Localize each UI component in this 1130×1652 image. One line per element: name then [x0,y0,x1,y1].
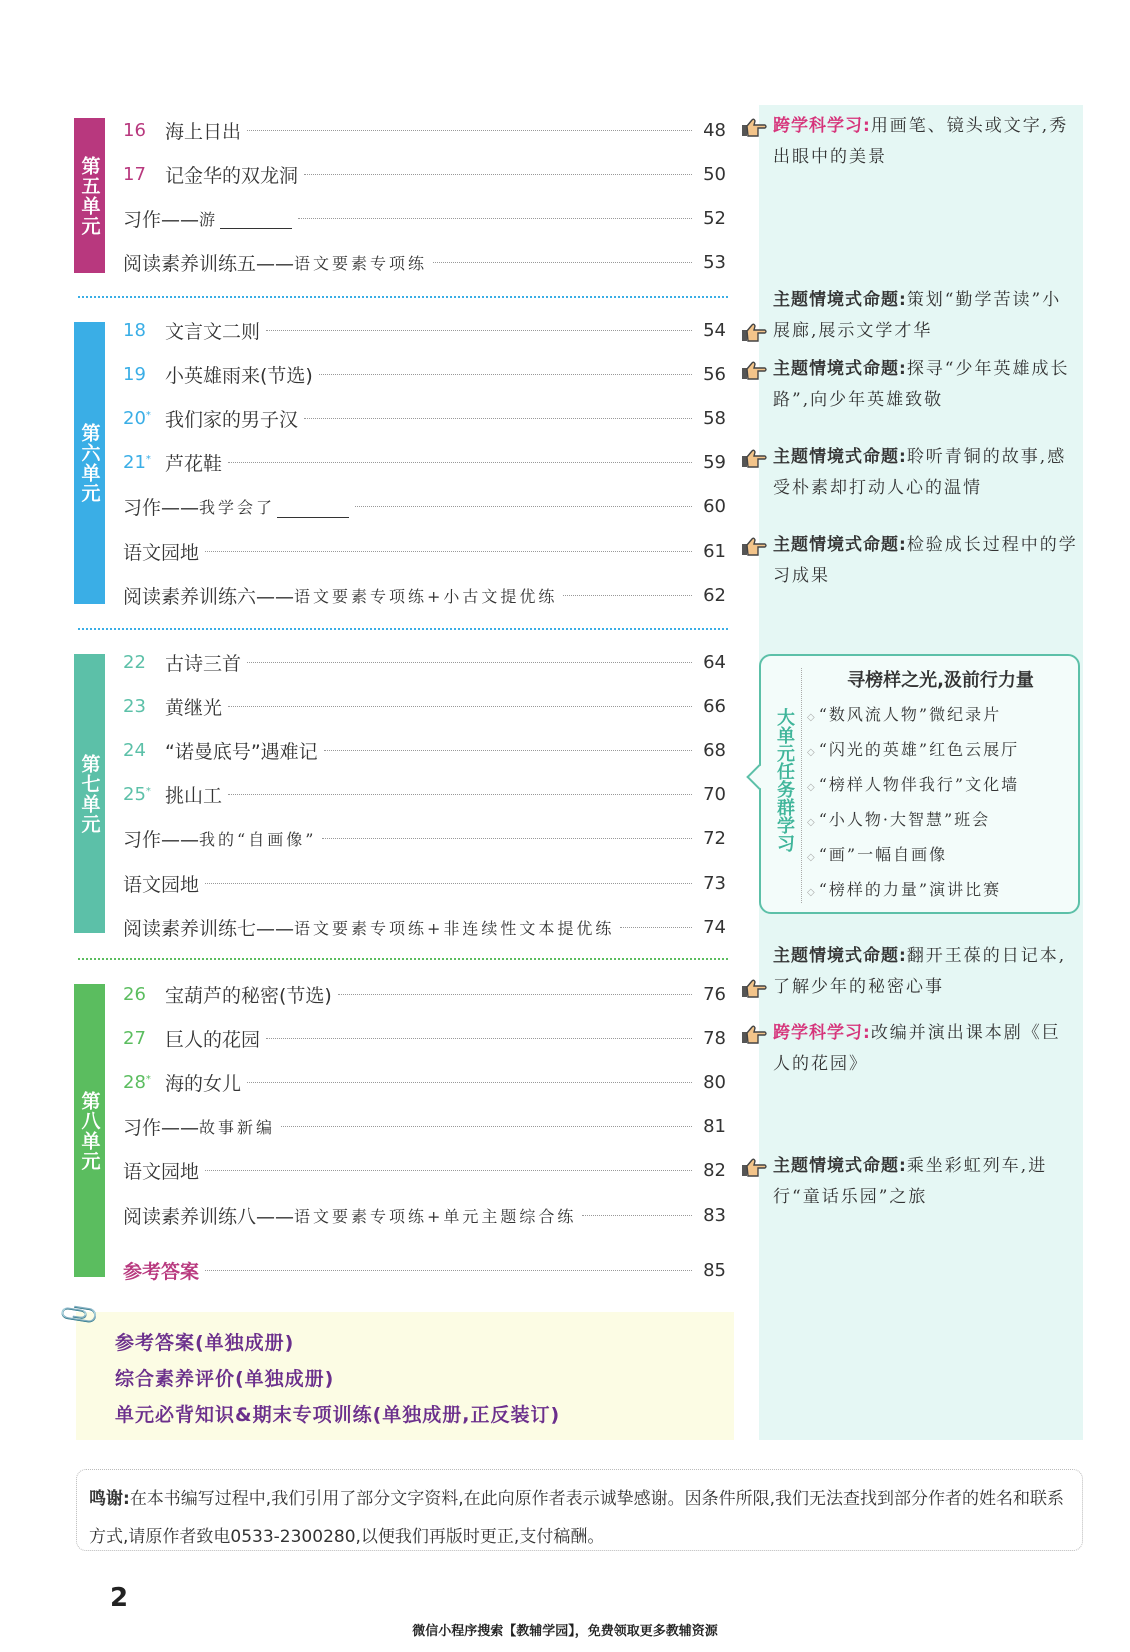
page-ref: 85 [703,1259,726,1281]
dot-leader [205,883,692,884]
dot-leader [433,262,692,263]
toc-row[interactable] [123,1200,726,1230]
activity-note [773,442,1078,504]
note-text: 改编并演出课本剧《巨人的花园》 [773,1023,1061,1074]
lesson-title: 我们家的男子汉 [165,408,299,431]
lesson-number: 16 [123,119,146,141]
lesson-number: 26 [123,983,146,1005]
lesson-title: 习作—— [123,1117,200,1140]
dot-leader [228,706,692,707]
toc-row[interactable] [123,824,726,854]
toc-row[interactable] [123,403,726,433]
lesson-subtitle: 语文要素专项练+小古文提优练 [294,586,558,606]
unit-tab: 第七单元 [74,654,105,933]
dot-leader [620,927,692,928]
toc-row[interactable] [123,315,726,345]
task-group-title: 寻榜样之光,汲前行力量 [847,670,1034,691]
lesson-title: 芦花鞋 [165,453,223,476]
lesson-number: 18 [123,319,146,341]
pointing-hand-icon [741,360,767,380]
activity-note [773,111,1078,173]
unit-separator [78,958,728,960]
lesson-number: 21 * [123,452,151,474]
supplement-item: 单元必背知识&期末专项训练(单独成册,正反装订) [115,1404,561,1426]
lesson-number: 19 [123,363,146,385]
note-text: 翻开王葆的日记本,了解少年的秘密心事 [773,946,1067,997]
page-ref: 66 [703,695,726,717]
page-ref: 82 [703,1160,726,1182]
toc-row[interactable] [123,735,726,765]
lesson-number: 20 * [123,407,151,429]
supplement-item: 参考答案(单独成册) [115,1332,295,1354]
toc-row-answers[interactable] [123,1255,726,1285]
note-label: 主题情境式命题: [773,946,907,966]
unit-tab: 第八单元 [74,984,105,1277]
page-ref: 72 [703,828,726,850]
task-item: ◇ “榜样人物伴我行”文化墙 [807,772,1019,795]
lesson-subtitle: 语文要素专项练+非连续性文本提优练 [294,918,615,938]
note-text: 策划“勤学苦读”小展廊,展示文学才华 [773,290,1062,341]
task-item: ◇ “闪光的英雄”红色云展厅 [807,737,1019,760]
fill-blank [220,207,292,229]
note-label: 主题情境式命题: [773,1156,907,1176]
toc-row[interactable] [123,912,726,942]
page-ref: 58 [703,407,726,429]
lesson-title: 语文园地 [123,1161,200,1184]
lesson-title: 挑山工 [165,785,223,808]
dot-leader [228,794,692,795]
dot-leader [247,1082,692,1083]
dot-leader [338,994,692,995]
supplements-box [76,1312,734,1440]
page-ref: 76 [703,983,726,1005]
lesson-title: 巨人的花园 [165,1028,261,1051]
note-label: 主题情境式命题: [773,535,907,555]
lesson-title: 宝葫芦的秘密(节选) [165,984,332,1007]
toc-row[interactable] [123,1156,726,1186]
note-label: 主题情境式命题: [773,359,907,379]
dot-leader [266,330,692,331]
dot-leader [304,418,692,419]
page-ref: 83 [703,1204,726,1226]
note-text: 检验成长过程中的学习成果 [773,535,1078,586]
toc-row[interactable] [123,536,726,566]
lesson-title: 海上日出 [165,120,242,143]
pointing-hand-icon [741,978,767,998]
divider [801,668,802,903]
dot-leader [266,1038,692,1039]
page-ref: 50 [703,163,726,185]
page-ref: 61 [703,540,726,562]
lesson-title: “诺曼底号”遇难记 [165,740,318,763]
lesson-title: 阅读素养训练七—— [123,917,295,940]
page-ref: 73 [703,872,726,894]
toc-row[interactable] [123,1112,726,1142]
lesson-title: 语文园地 [123,873,200,896]
lesson-number: 28 * [123,1071,151,1093]
activity-note [773,354,1078,416]
note-text: 聆听青铜的故事,感受朴素却打动人心的温情 [773,447,1067,498]
task-group-box [759,654,1080,914]
dot-leader [322,838,692,839]
task-group-label: 大单元任务群学习 [774,708,795,852]
lesson-subtitle: 我学会了 [199,498,276,518]
dot-leader [228,462,692,463]
pointing-hand-icon [741,117,767,137]
lesson-title: 习作—— [123,208,200,231]
dot-leader [324,750,692,751]
lesson-title: 习作—— [123,829,200,852]
pointing-hand-icon [741,448,767,468]
toc-row[interactable] [123,248,726,278]
answers-title: 参考答案 [123,1260,200,1283]
acknowledgement-box [76,1469,1083,1551]
lesson-subtitle: 游 [199,209,219,229]
note-text: 探寻“少年英雄成长路”,向少年英雄致敬 [773,359,1070,410]
activity-note [773,1018,1078,1080]
callout-pointer [746,764,771,789]
acknowledgement-text: 在本书编写过程中,我们引用了部分文字资料,在此向原作者表示诚挚感谢。因条件所限,我们无法查找到部分作者的姓名和联系方式,请原作者致电0533-2300280,以便我们再版时更正,支付稿酬。 [89,1489,1065,1547]
page-ref: 70 [703,784,726,806]
note-text: 乘坐彩虹列车,进行“童话乐园”之旅 [773,1156,1048,1207]
fill-blank [277,496,349,518]
dot-leader [247,130,692,131]
page-ref: 52 [703,207,726,229]
page-ref: 59 [703,452,726,474]
toc-row[interactable] [123,647,726,677]
toc-row[interactable] [123,359,726,389]
lesson-title: 阅读素养训练五—— [123,253,295,276]
lesson-subtitle: 语文要素专项练+单元主题综合练 [294,1206,577,1226]
dot-leader [582,1215,692,1216]
lesson-title: 黄继光 [165,696,223,719]
note-text: 用画笔、镜头或文字,秀出眼中的美景 [773,116,1069,167]
activity-note [773,530,1078,592]
paperclip-icon: 📎 [58,1293,103,1337]
task-item: ◇ “画”一幅自画像 [807,842,947,865]
dot-leader [281,1126,692,1127]
page-ref: 81 [703,1116,726,1138]
dot-leader [205,1170,692,1171]
lesson-title: 海的女儿 [165,1072,242,1095]
lesson-title: 古诗三首 [165,652,242,675]
toc-row[interactable] [123,691,726,721]
lesson-number: 23 [123,695,146,717]
page-ref: 64 [703,651,726,673]
unit-tab: 第六单元 [74,322,105,604]
page-ref: 74 [703,916,726,938]
pointing-hand-icon [741,1157,767,1177]
note-label: 主题情境式命题: [773,447,907,467]
dot-leader [205,1270,692,1271]
dot-leader [298,218,692,219]
note-label: 主题情境式命题: [773,290,907,310]
page-ref: 48 [703,119,726,141]
pointing-hand-icon [741,536,767,556]
toc-row[interactable] [123,448,726,478]
page-ref: 60 [703,496,726,518]
page-number: 2 [110,1583,129,1613]
dot-leader [247,662,692,663]
dot-leader [319,374,692,375]
note-label: 跨学科学习: [773,1023,871,1043]
page-ref: 54 [703,319,726,341]
lesson-number: 17 [123,163,146,185]
activity-note [773,1151,1078,1213]
toc-row[interactable] [123,780,726,810]
page-ref: 80 [703,1071,726,1093]
lesson-title: 阅读素养训练六—— [123,585,295,608]
lesson-title: 习作—— [123,497,200,520]
footer-watermark: 微信小程序搜索【教辅学园】，免费领取更多教辅资源 [412,1624,718,1639]
acknowledgement-label: 鸣谢: [89,1489,130,1509]
toc-row[interactable] [123,203,726,233]
pointing-hand-icon [741,322,767,342]
unit-separator [78,296,728,298]
lesson-subtitle: 我的“自画像” [199,830,317,850]
lesson-title: 文言文二则 [165,320,261,343]
lesson-title: 阅读素养训练八—— [123,1205,295,1228]
task-item: ◇ “数风流人物”微纪录片 [807,702,1001,725]
pointing-hand-icon [741,1024,767,1044]
page-ref: 78 [703,1027,726,1049]
page-ref: 62 [703,584,726,606]
lesson-subtitle: 语文要素专项练 [294,254,428,274]
toc-row[interactable] [123,492,726,522]
lesson-title: 小英雄雨来(节选) [165,364,313,387]
page-ref: 68 [703,739,726,761]
toc-row[interactable] [123,868,726,898]
toc-row[interactable] [123,1067,726,1097]
dot-leader [355,506,692,507]
unit-separator [78,628,728,630]
toc-row[interactable] [123,115,726,145]
activity-note [773,285,1078,347]
lesson-number: 25 * [123,784,151,806]
supplement-item: 综合素养评价(单独成册) [115,1368,335,1390]
note-label: 跨学科学习: [773,116,871,136]
dot-leader [205,551,692,552]
task-item: ◇ “小人物·大智慧”班会 [807,807,990,830]
dot-leader [563,595,692,596]
activity-note [773,941,1078,1003]
page-ref: 53 [703,252,726,274]
unit-tab: 第五单元 [74,118,105,273]
toc-row[interactable] [123,580,726,610]
lesson-number: 22 [123,651,146,673]
toc-row[interactable] [123,979,726,1009]
page-ref: 56 [703,363,726,385]
toc-row[interactable] [123,1023,726,1053]
lesson-title: 记金华的双龙洞 [165,164,299,187]
lesson-subtitle: 故事新编 [199,1118,276,1138]
lesson-title: 语文园地 [123,541,200,564]
toc-row[interactable] [123,159,726,189]
lesson-number: 24 [123,739,146,761]
lesson-number: 27 [123,1027,146,1049]
task-item: ◇ “榜样的力量”演讲比赛 [807,877,1001,900]
dot-leader [304,174,692,175]
